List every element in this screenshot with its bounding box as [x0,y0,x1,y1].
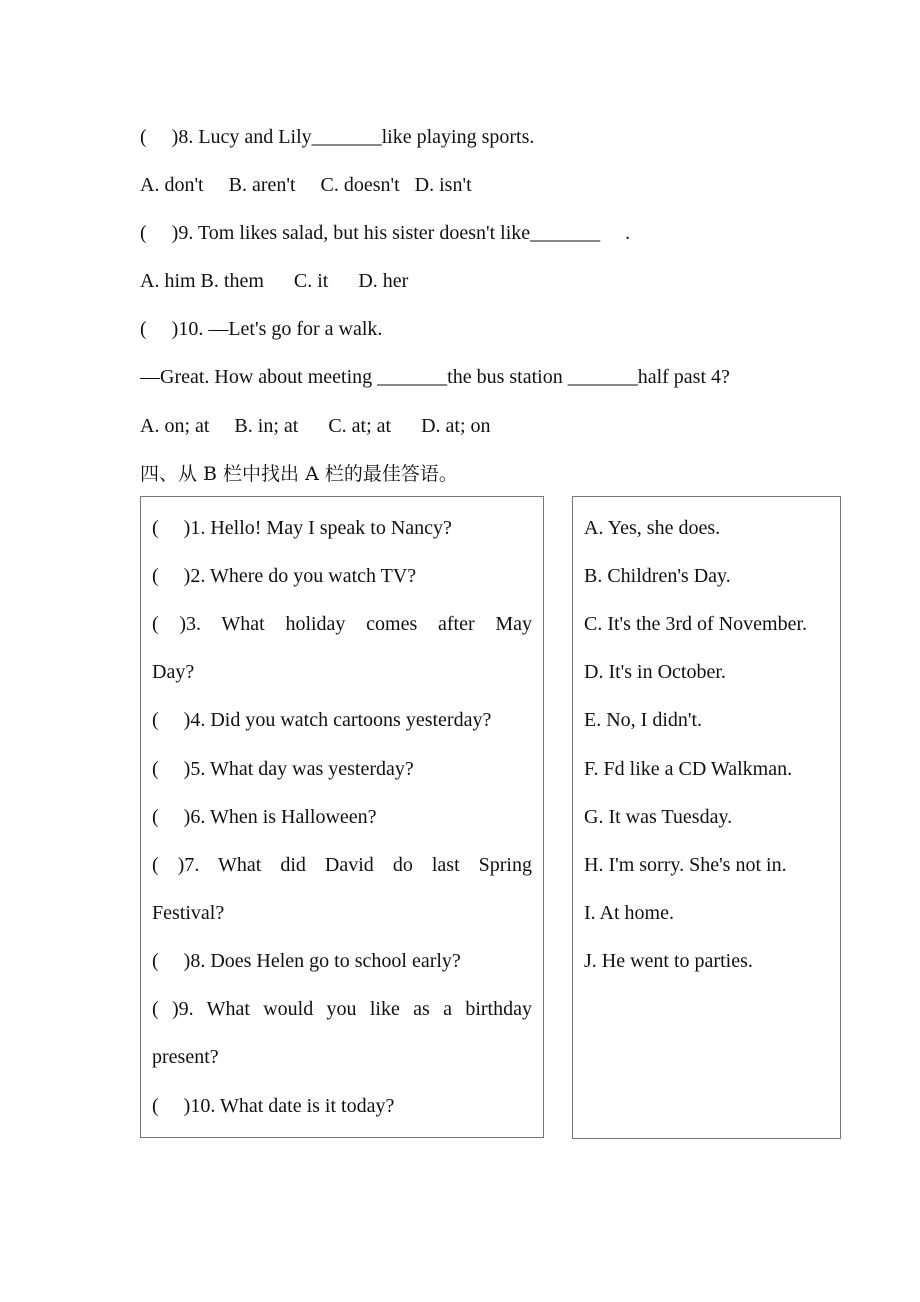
list-item: ( )3. What holiday comes after May [152,613,532,635]
answer-item: I. At home. [584,902,674,924]
question-stem-reply: —Great. How about meeting _______the bus station _______half past 4? [140,366,730,388]
question-stem: ( )8. Lucy and Lily_______like playing sports. [140,126,535,148]
list-item: ( )7. What did David do last Spring [152,854,532,876]
list-item: ( )8. Does Helen go to school early? [152,950,461,972]
list-item-continued: Festival? [152,902,225,924]
list-item-continued: present? [152,1046,219,1068]
answer-item: E. No, I didn't. [584,709,703,731]
section-title: 四、从 B 栏中找出 A 栏的最佳答语。 [140,463,458,485]
question-options: A. don't B. aren't C. doesn't D. isn't [140,174,472,196]
answer-item: C. It's the 3rd of November. [584,613,808,635]
question-stem: ( )9. Tom likes salad, but his sister doesn't like_______ . [140,222,631,244]
list-item: ( )10. What date is it today? [152,1095,395,1117]
list-item: ( )1. Hello! May I speak to Nancy? [152,517,452,539]
column-b-box [572,496,841,1139]
column-a-box [140,496,544,1138]
list-item: ( )9. What would you like as a birthday [152,998,532,1020]
list-item: ( )6. When is Halloween? [152,806,377,828]
answer-item: D. It's in October. [584,661,726,683]
question-options: A. him B. them C. it D. her [140,270,409,292]
question-options: A. on; at B. in; at C. at; at D. at; on [140,415,491,437]
answer-item: H. I'm sorry. She's not in. [584,854,787,876]
list-item: ( )4. Did you watch cartoons yesterday? [152,709,492,731]
answer-item: G. It was Tuesday. [584,806,733,828]
answer-item: F. Fd like a CD Walkman. [584,758,793,780]
answer-item: A. Yes, she does. [584,517,721,539]
list-item-continued: Day? [152,661,195,683]
list-item: ( )5. What day was yesterday? [152,758,414,780]
list-item: ( )2. Where do you watch TV? [152,565,417,587]
answer-item: J. He went to parties. [584,950,753,972]
answer-item: B. Children's Day. [584,565,731,587]
question-stem: ( )10. —Let's go for a walk. [140,318,383,340]
